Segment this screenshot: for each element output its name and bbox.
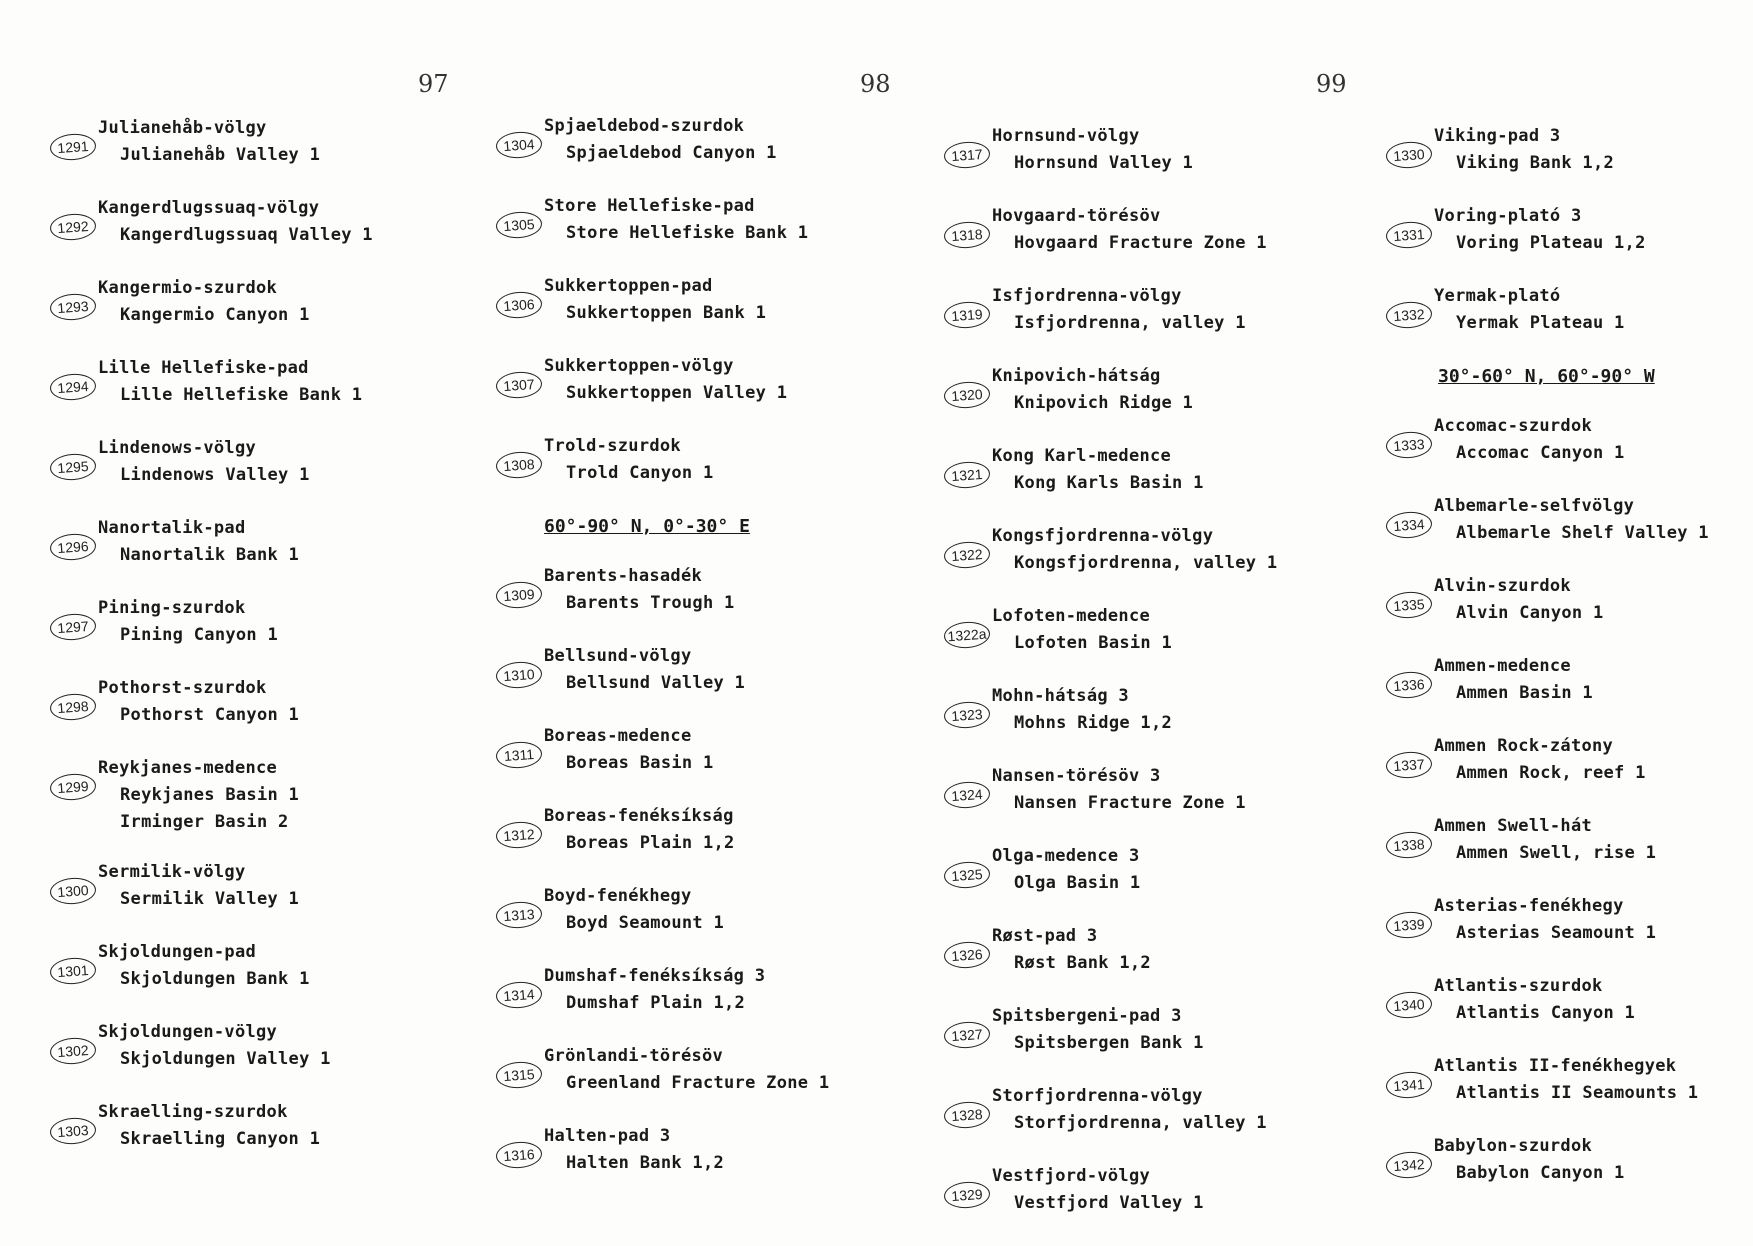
entry [496,566,735,646]
hungarian-name: Yermak-plató [1434,286,1561,306]
english-name: Vestfjord Valley 1 [1014,1193,1204,1213]
hungarian-name: Sukkertoppen-völgy [544,356,734,376]
hungarian-name: Pothorst-szurdok [98,678,267,698]
entry-number: 1338 [1385,830,1433,859]
section-heading-60-90N-0-30E: 60°-90° N, 0°-30° E [544,516,750,537]
entry-number: 1306 [495,290,543,319]
hungarian-name: Skraelling-szurdok [98,1102,288,1122]
english-name: Ammen Swell, rise 1 [1456,843,1657,863]
hungarian-name: Kangerdlugssuaq-völgy [98,198,320,218]
entry [496,276,767,356]
hungarian-name: Julianehåb-völgy [98,118,267,138]
english-name: Hovgaard Fracture Zone 1 [1014,233,1267,253]
english-name: Ammen Basin 1 [1456,683,1593,703]
entry [496,1126,725,1206]
english-name: Boreas Basin 1 [566,753,714,773]
entry-number: 1300 [49,876,97,905]
entry-number: 1305 [495,210,543,239]
entry [496,726,714,806]
entry [1386,1136,1625,1216]
hungarian-name: Ammen Swell-hát [1434,816,1593,836]
entry-number: 1296 [49,532,97,561]
hungarian-name: Sermilik-völgy [98,862,246,882]
english-name: Skjoldungen Valley 1 [120,1049,331,1069]
hungarian-name: Trold-szurdok [544,436,681,456]
hungarian-name: Boreas-medence [544,726,692,746]
english-name: Julianehåb Valley 1 [120,145,321,165]
column-4 [1386,126,1709,1216]
english-name: Kongsfjordrenna, valley 1 [1014,553,1278,573]
entry-number: 1310 [495,660,543,689]
english-name: Olga Basin 1 [1014,873,1141,893]
entry-number: 1297 [49,612,97,641]
english-name: Accomac Canyon 1 [1456,443,1625,463]
entry-number: 1308 [495,450,543,479]
english-name: Halten Bank 1,2 [566,1153,725,1173]
page-number-98: 98 [860,70,891,98]
english-name: Ammen Rock, reef 1 [1456,763,1646,783]
hungarian-name: Skjoldungen-völgy [98,1022,278,1042]
english-name: Albemarle Shelf Valley 1 [1456,523,1709,543]
entry-number: 1321 [943,460,991,489]
english-name: Sermilik Valley 1 [120,889,300,909]
english-name: Sukkertoppen Valley 1 [566,383,788,403]
entry-number: 1294 [49,372,97,401]
english-name: Spitsbergen Bank 1 [1014,1033,1204,1053]
entry-number: 1303 [49,1116,97,1145]
english-name: Greenland Fracture Zone 1 [566,1073,830,1093]
hungarian-name: Barents-hasadék [544,566,703,586]
hungarian-name: Atlantis II-fenékhegyek [1434,1056,1677,1076]
hungarian-name: Ammen Rock-zátony [1434,736,1614,756]
column-2 [496,116,830,1206]
entry-number: 1339 [1385,910,1433,939]
entry [1386,736,1646,816]
hungarian-name: Hornsund-völgy [992,126,1140,146]
hungarian-name: Nanortalik-pad [98,518,246,538]
entry [1386,286,1625,366]
entry-number: 1316 [495,1140,543,1169]
english-name: Babylon Canyon 1 [1456,1163,1625,1183]
hungarian-name: Albemarle-selfvölgy [1434,496,1635,516]
entry [1386,576,1603,656]
english-name: Mohns Ridge 1,2 [1014,713,1173,733]
hungarian-name: Nansen-törésöv 3 [992,766,1161,786]
entry-number: 1323 [943,700,991,729]
entry-number: 1322a [943,620,991,649]
page-number-99: 99 [1316,70,1347,98]
section-heading-30-60N-60-90W: 30°-60° N, 60°-90° W [1438,366,1655,387]
entry-number: 1292 [49,212,97,241]
entry-number: 1295 [49,452,97,481]
entry [496,806,735,886]
english-name: Røst Bank 1,2 [1014,953,1151,973]
entry [1386,896,1657,976]
entry-number: 1331 [1385,220,1433,249]
english-name: Trold Canyon 1 [566,463,714,483]
entry [496,966,766,1046]
hungarian-name: Spjaeldebod-szurdok [544,116,745,136]
hungarian-name: Mohn-hátság 3 [992,686,1129,706]
english-name: Nanortalik Bank 1 [120,545,300,565]
entry [496,356,788,436]
english-name: Viking Bank 1,2 [1456,153,1615,173]
entry-number: 1335 [1385,590,1433,619]
english-name: Voring Plateau 1,2 [1456,233,1646,253]
hungarian-name: Lindenows-völgy [98,438,257,458]
entry-number: 1337 [1385,750,1433,779]
entry [496,116,777,196]
english-name: Storfjordrenna, valley 1 [1014,1113,1267,1133]
entry-number: 1293 [49,292,97,321]
hungarian-name: Reykjanes-medence [98,758,278,778]
entry-number: 1307 [495,370,543,399]
hungarian-name: Sukkertoppen-pad [544,276,713,296]
english-name-alt: Irminger Basin 2 [120,812,289,832]
entry-number: 1318 [943,220,991,249]
hungarian-name: Store Hellefiske-pad [544,196,755,216]
hungarian-name: Røst-pad 3 [992,926,1098,946]
english-name: Skjoldungen Bank 1 [120,969,310,989]
english-name: Skraelling Canyon 1 [120,1129,321,1149]
hungarian-name: Dumshaf-fenéksíkság 3 [544,966,766,986]
entry-number: 1324 [943,780,991,809]
entry [1386,206,1646,286]
english-name: Nansen Fracture Zone 1 [1014,793,1246,813]
english-name: Boyd Seamount 1 [566,913,725,933]
hungarian-name: Lille Hellefiske-pad [98,358,309,378]
hungarian-name: Babylon-szurdok [1434,1136,1593,1156]
entry-number: 1340 [1385,990,1433,1019]
english-name: Pining Canyon 1 [120,625,279,645]
english-name: Isfjordrenna, valley 1 [1014,313,1246,333]
entry-number: 1334 [1385,510,1433,539]
entry-number: 1327 [943,1020,991,1049]
hungarian-name: Viking-pad 3 [1434,126,1561,146]
english-name: Alvin Canyon 1 [1456,603,1604,623]
english-name: Sukkertoppen Bank 1 [566,303,767,323]
hungarian-name: Voring-plató 3 [1434,206,1582,226]
entry [1386,816,1657,896]
hungarian-name: Grönlandi-törésöv [544,1046,724,1066]
entry [496,646,746,726]
entry-number: 1299 [49,772,97,801]
entry-number: 1332 [1385,300,1433,329]
entry [1386,416,1625,496]
english-name: Atlantis II Seamounts 1 [1456,1083,1699,1103]
entry-number: 1298 [49,692,97,721]
entry-number: 1328 [943,1100,991,1129]
entry-number: 1312 [495,820,543,849]
entry-number: 1333 [1385,430,1433,459]
english-name: Kangermio Canyon 1 [120,305,310,325]
entry-number: 1313 [495,900,543,929]
hungarian-name: Bellsund-völgy [544,646,692,666]
english-name: Store Hellefiske Bank 1 [566,223,809,243]
hungarian-name: Pining-szurdok [98,598,246,618]
entry-number: 1302 [49,1036,97,1065]
hungarian-name: Olga-medence 3 [992,846,1140,866]
hungarian-name: Accomac-szurdok [1434,416,1593,436]
english-name: Lofoten Basin 1 [1014,633,1173,653]
entry-number: 1329 [943,1180,991,1209]
english-name: Boreas Plain 1,2 [566,833,735,853]
english-name: Spjaeldebod Canyon 1 [566,143,777,163]
english-name: Lindenows Valley 1 [120,465,310,485]
entry [1386,656,1603,736]
hungarian-name: Isfjordrenna-völgy [992,286,1182,306]
entry [496,1046,830,1126]
entry [496,196,809,276]
entry-number: 1319 [943,300,991,329]
entry [1386,126,1615,206]
english-name: Bellsund Valley 1 [566,673,746,693]
entry-number: 1309 [495,580,543,609]
entry-number: 1330 [1385,140,1433,169]
hungarian-name: Spitsbergeni-pad 3 [992,1006,1182,1026]
english-name: Kong Karls Basin 1 [1014,473,1204,493]
english-name: Yermak Plateau 1 [1456,313,1625,333]
hungarian-name: Boreas-fenéksíkság [544,806,734,826]
hungarian-name: Skjoldungen-pad [98,942,257,962]
hungarian-name: Kangermio-szurdok [98,278,278,298]
entry-number: 1301 [49,956,97,985]
english-name: Kangerdlugssuaq Valley 1 [120,225,373,245]
entry [1386,976,1636,1056]
entry-number: 1304 [495,130,543,159]
entry-number: 1320 [943,380,991,409]
hungarian-name: Halten-pad 3 [544,1126,671,1146]
hungarian-name: Atlantis-szurdok [1434,976,1603,996]
entry [496,886,725,966]
english-name: Reykjanes Basin 1 [120,785,300,805]
entry-number: 1326 [943,940,991,969]
entry-number: 1342 [1385,1150,1433,1179]
entry-number: 1314 [495,980,543,1009]
english-name: Asterias Seamount 1 [1456,923,1657,943]
hungarian-name: Knipovich-hátság [992,366,1161,386]
hungarian-name: Lofoten-medence [992,606,1151,626]
entry [1386,496,1709,576]
english-name: Dumshaf Plain 1,2 [566,993,746,1013]
entry-number: 1336 [1385,670,1433,699]
entry [1386,1056,1699,1136]
english-name: Atlantis Canyon 1 [1456,1003,1636,1023]
entry-number: 1322 [943,540,991,569]
english-name: Hornsund Valley 1 [1014,153,1194,173]
hungarian-name: Storfjordrenna-völgy [992,1086,1203,1106]
entry [496,436,714,516]
hungarian-name: Asterias-fenékhegy [1434,896,1624,916]
page-number-97: 97 [418,70,449,98]
hungarian-name: Kongsfjordrenna-völgy [992,526,1214,546]
entry-number: 1341 [1385,1070,1433,1099]
entry-number: 1325 [943,860,991,889]
english-name: Knipovich Ridge 1 [1014,393,1194,413]
english-name: Lille Hellefiske Bank 1 [120,385,363,405]
entry-number: 1315 [495,1060,543,1089]
hungarian-name: Alvin-szurdok [1434,576,1571,596]
hungarian-name: Ammen-medence [1434,656,1571,676]
hungarian-name: Hovgaard-törésöv [992,206,1161,226]
entry-number: 1317 [943,140,991,169]
hungarian-name: Boyd-fenékhegy [544,886,692,906]
english-name: Barents Trough 1 [566,593,735,613]
entry-number: 1311 [495,740,543,769]
english-name: Pothorst Canyon 1 [120,705,300,725]
hungarian-name: Kong Karl-medence [992,446,1172,466]
entry-number: 1291 [49,132,97,161]
hungarian-name: Vestfjord-völgy [992,1166,1151,1186]
